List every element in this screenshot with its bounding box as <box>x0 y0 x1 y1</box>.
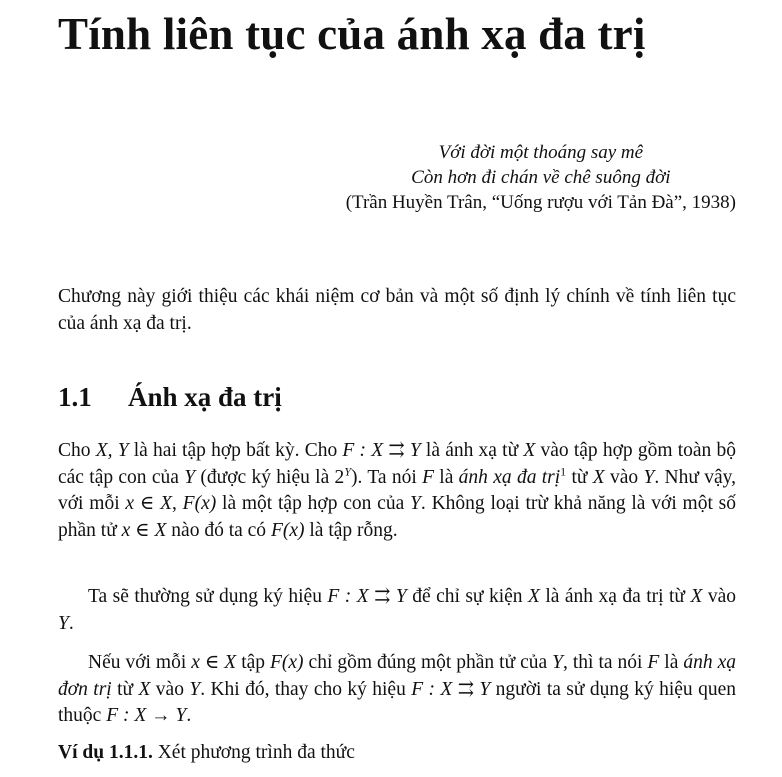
paragraph-single-valued: Nếu với mỗi x ∈ X tập F(x) chỉ gồm đúng một phần tử của Y, thì ta nói F là ánh xạ đơn trị từ X vào Y. Khi đó, thay cho ký hiệu F : X ⇉ Y người ta sử dụng ký hiệu quen thuộc F : X → Y. <box>58 652 736 726</box>
section-title: Ánh xạ đa trị <box>128 382 282 412</box>
term-set-valued-map: ánh xạ đa trị <box>458 466 561 488</box>
footnote-marker[interactable]: 1 <box>560 464 567 478</box>
section-heading <box>58 382 282 413</box>
epigraph-source: (Trần Huyền Trân, “Uống rượu với Tản Đà”, 1938) <box>345 192 736 213</box>
example-heading <box>58 742 355 764</box>
chapter-title: Tính liên tục của ánh xạ đa trị <box>58 9 646 59</box>
intro-paragraph: Chương này giới thiệu các khái niệm cơ bản và một số định lý chính về tính liên tục của ánh xạ đa trị. <box>58 286 736 334</box>
epigraph-line-1: Với đời một thoáng say mê <box>438 142 644 163</box>
term-single-valued-map: ánh xạ đơn trị <box>58 652 736 700</box>
epigraph <box>346 140 736 215</box>
paragraph-definition: Cho X, Y là hai tập hợp bất kỳ. Cho F : X ⇉ Y là ánh xạ từ X vào tập hợp gồm toàn bộ các tập con của Y (được ký hiệu là $2^Y$). Ta nói F là ánh xạ đa trị$^1$ từ X vào Y. Như vậy, với mỗi x ∈ X, F(x) là một tập hợp con của Y. Không loại trừ khả năng là với một số phần tử x ∈ X nào đó ta có F(x) là tập rỗng. <box>58 440 736 541</box>
example-label: Ví dụ 1.1.1. <box>58 742 153 763</box>
epigraph-line-2: Còn hơn đi chán về chê suông đời <box>411 167 671 188</box>
example-text: Xét phương trình đa thức <box>152 742 355 763</box>
paragraph-notation: Ta sẽ thường sử dụng ký hiệu F : X ⇉ Y để chỉ sự kiện X là ánh xạ đa trị từ X vào Y. <box>58 586 736 634</box>
section-number: 1.1 <box>58 382 92 412</box>
